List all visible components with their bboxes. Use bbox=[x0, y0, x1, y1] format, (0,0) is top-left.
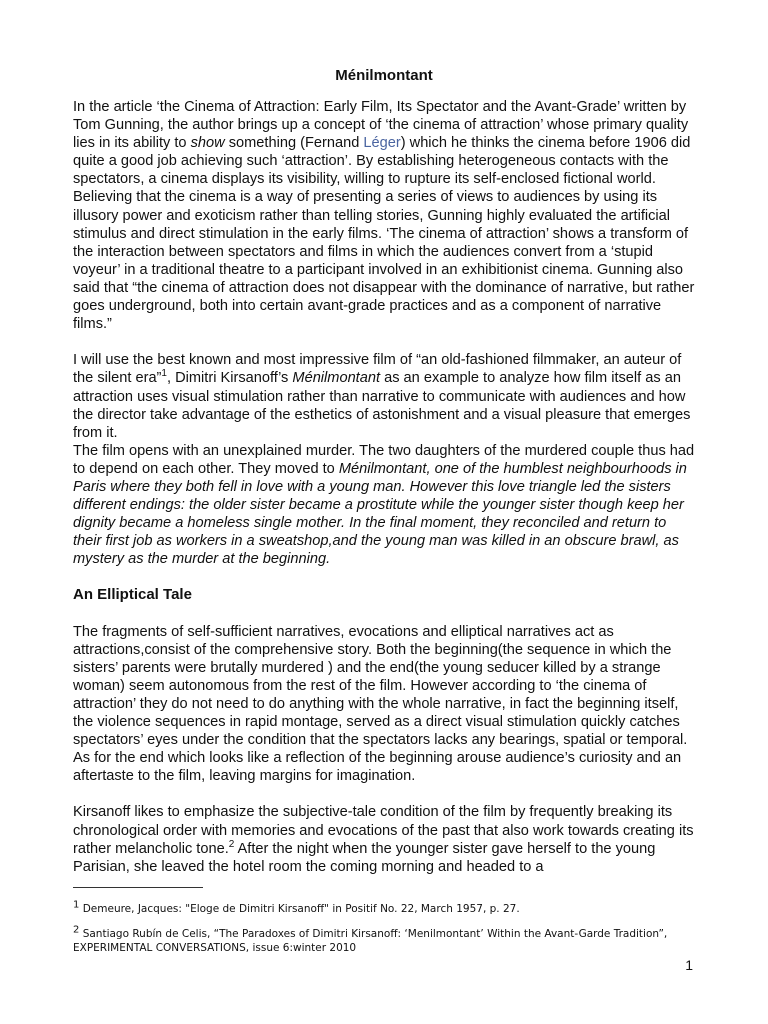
section-heading: An Elliptical Tale bbox=[73, 586, 192, 604]
footnote-ref-2[interactable]: 2 bbox=[228, 838, 235, 850]
paragraph-intro: In the article ‘the Cinema of Attraction: Early Film, Its Spectator and the Avant-Grade’ written by Tom Gunning, the author brings up a concept of ‘the cinema of attraction’ whose primary quality lies in its ability to show something (Fernand Léger) which he thinks the cinema before 1906 did quite a good job achieving such ‘attraction’. By establishing heterogeneous contacts with the spectators, a cinema displays its visibility, willing to rupture its self-enclosed fictional world. Believing that the cinema is a way of presenting a series of views to audiences by using its illusory power and exoticism rather than telling stories, Gunning highly evaluated the artificial stimulus and direct stimulation in the early films. ‘The cinema of attraction’ shows a transform of the interaction between spectators and films in which the audiences convert from a ‘stupid voyeur’ in a traditional theatre to a participant involved in an exhibitionist cinema. Gunning also said that “the cinema of attraction does not disappear with the dominance of narrative, but rather goes underground, both into certain avant-grade practices and as a component of narrative films.” bbox=[73, 99, 695, 333]
footnote-1: $^1$ Demeure, Jacques: "Eloge de Dimitri Kirsanoff" in Positif No. 22, March 1957, p. 27. bbox=[73, 899, 520, 915]
footnote-ref-1[interactable]: 1 bbox=[161, 368, 167, 380]
paragraph-subjective-tale: Kirsanoff likes to emphasize the subjective-tale condition of the film by frequently breaking its chronological order with memories and evocations of the past that also work towards creating its rather melancholic tone.$^2$ After the night when the younger sister gave herself to the young Parisian, she leaved the hotel room the coming morning and headed to a bbox=[73, 804, 694, 875]
body-upper bbox=[73, 98, 698, 876]
paragraph-synopsis: The film opens with an unexplained murder. The two daughters of the murdered couple thus had to depend on each other. They moved to Ménilmontant, one of the humblest neighbourhoods in Paris where they both fell in love with a young man. However this love triangle led the sisters different endings: the older sister became a prostitute while the younger sister though keep her dignity became a homeless single mother. In the final moment, they reconciled and return to their first job as workers in a sweatshop,and the young man was killed in an obscure brawl, as mystery as the murder at the beginning. bbox=[73, 442, 695, 568]
footnote-divider bbox=[73, 887, 203, 888]
synopsis-italic: Ménilmontant, one of the humblest neighbourhoods in Paris where they both fell in love with a young man. However this love triangle led the sisters different endings: the older sister became a prostitute while the younger sister though keep her dignity became a homeless single mother. In the final moment, they reconciled and return to their first job as workers in a sweatshop,and the young man was killed in an obscure brawl, as mystery as the murder at the beginning. bbox=[73, 460, 687, 568]
document-title: Ménilmontant bbox=[335, 67, 433, 84]
show-emphasis: show bbox=[190, 135, 225, 152]
footnote-2: $^2$ Santiago Rubín de Celis, “The Paradoxes of Dimitri Kirsanoff: ‘Menilmontant’ Within the Avant-Garde Tradition”, EXPERIMENTAL CONVERSATIONS, issue 6:winter 2010 bbox=[73, 924, 668, 954]
film-title: Ménilmontant bbox=[292, 370, 381, 387]
paragraph-film-choice: I will use the best known and most impressive film of “an old-fashioned filmmaker, an auteur of the silent era”$^1$, Dimitri Kirsanoff’s Ménilmontant as an example to analyze how film itself as an attraction uses visual stimulation rather than narrative to communicate with audiences and how the director take advantage of the esthetics of astonishment and a visual pleasure that emerges from it. bbox=[73, 352, 691, 441]
page-number: 1 bbox=[685, 957, 693, 973]
paragraph-elliptical: The fragments of self-sufficient narratives, evocations and elliptical narratives act as attractions,consist of the comprehensive story. Both the beginning(the sequence in which the sisters’ parents were brutally murdered ) and the end(the young seducer killed by a strange woman) seem autonomous from the rest of the film. However according to ‘the cinema of attraction’ they do not need to do anything with the whole narrative, in fact the beginning itself, the violence sequences in rapid montage, served as a direct visual stimulation quickly catches spectators’ eyes under the condition that the spectators lacks any bearings, spatial or temporal. As for the end which looks like a reflection of the beginning arouse audience’s curiosity and an aftertaste to the film, leaving margins for imagination. bbox=[73, 623, 688, 785]
leger-name: Léger bbox=[363, 135, 401, 152]
